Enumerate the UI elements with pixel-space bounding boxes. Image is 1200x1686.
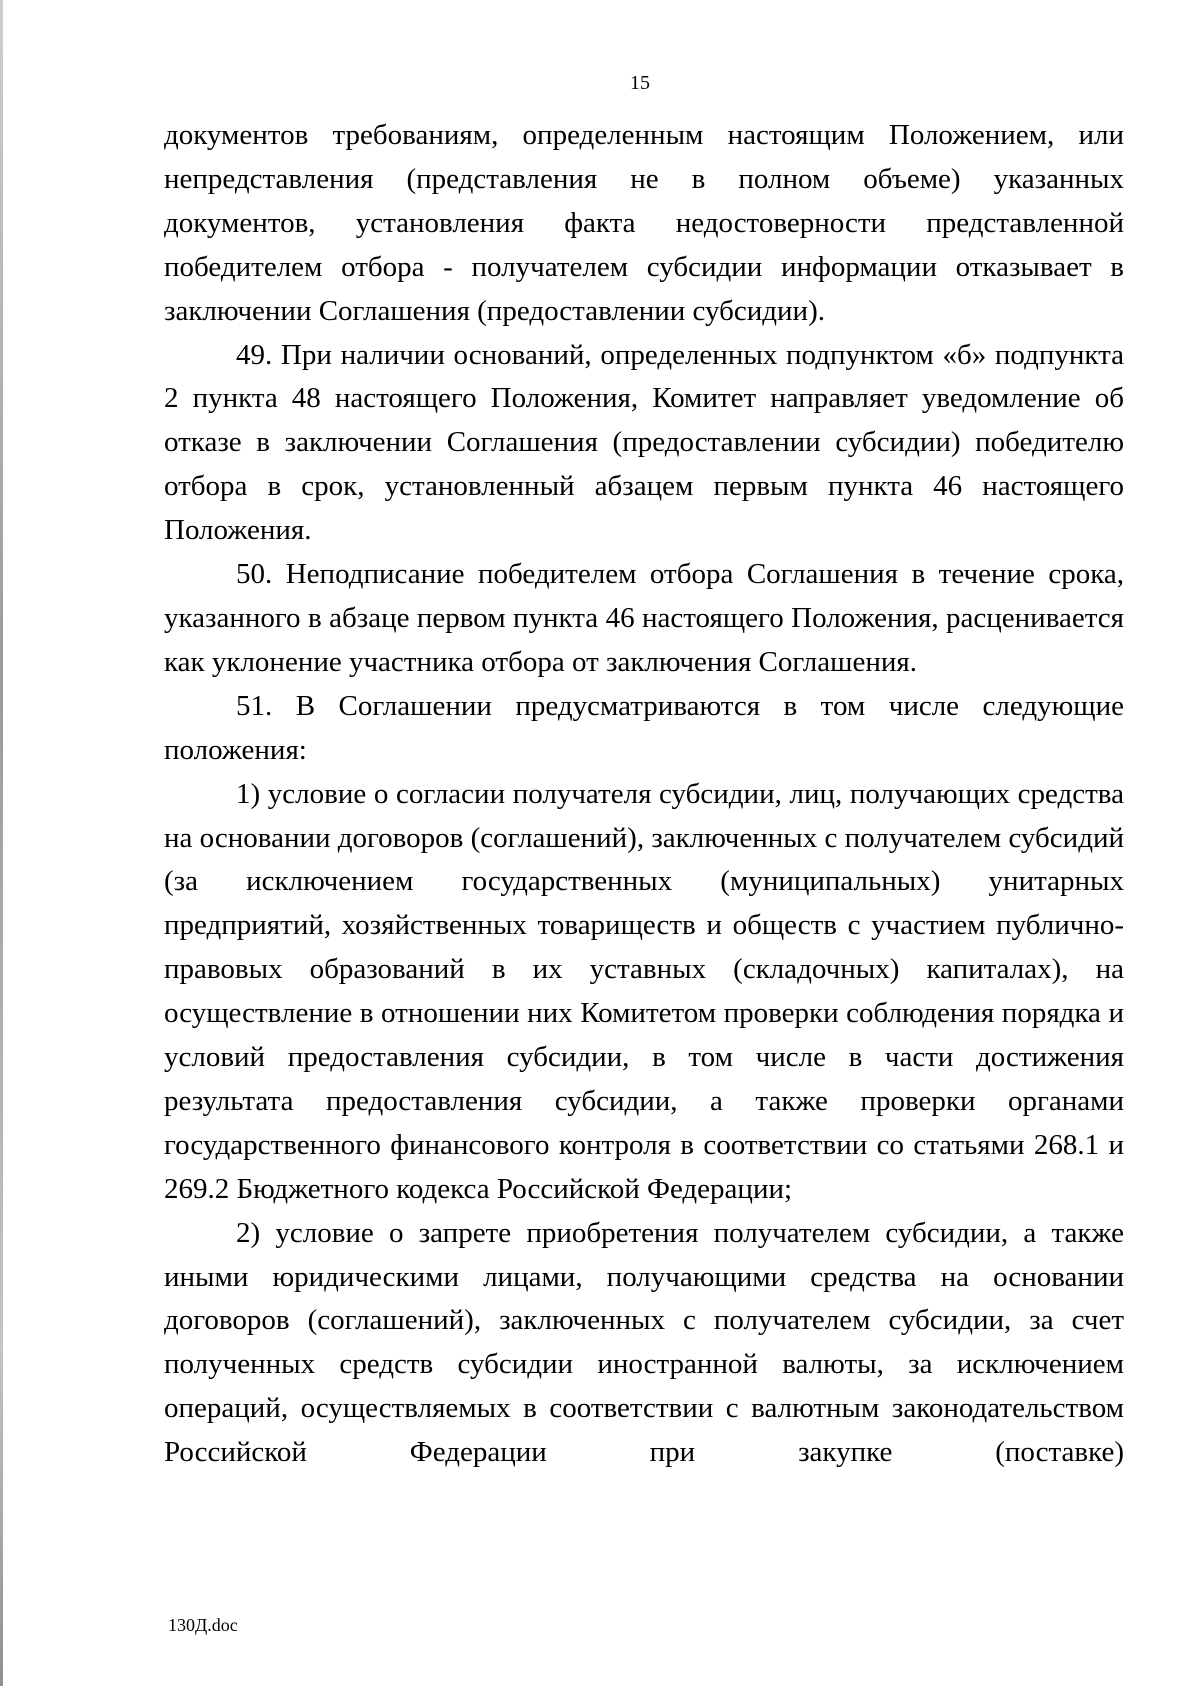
paragraph-50: 50. Неподписание победителем отбора Соглашения в течение срока, указанного в абзаце первом пункта 46 настоящего Положения, расценивается как уклонение участника отбора от заключения Соглашения.	[164, 558, 1124, 678]
footer-filename: 130Д.doc	[168, 1615, 238, 1635]
document-body	[164, 114, 1124, 1475]
page-number: 15	[630, 72, 650, 94]
list-item-1: 1) условие о согласии получателя субсидии, лиц, получающих средства на основании договоров (соглашений), заключенных с получателем субсидий (за исключением государственных (муниципальных) унитарных предприятий, хозяйственных товариществ и обществ с участием публично-правовых образований в их уставных (складочных) капиталах), на осуществление в отношении них Комитетом проверки соблюдения порядка и условий предоставления субсидии, в том числе в части достижения результата предоставления субсидии, а также проверки органами государственного финансового контроля в соответствии со статьями 268.1 и 269.2 Бюджетного кодекса Российской Федерации;	[164, 777, 1124, 1205]
paragraph-51: 51. В Соглашении предусматриваются в том числе следующие положения:	[164, 689, 1124, 766]
paragraph-49: 49. При наличии оснований, определенных подпунктом «б» подпункта 2 пункта 48 настоящего Положения, Комитет направляет уведомление об отказе в заключении Соглашения (предоставлении субсидии) победителю отбора в срок, установленный абзацем первым пункта 46 настоящего Положения.	[164, 338, 1124, 547]
paragraph-continuation: документов требованиям, определенным настоящим Положением, или непредставления (представления не в полном объеме) указанных документов, установления факта недостоверности представленной победителем отбора - получателем субсидии информации отказывает в заключении Соглашения (предоставлении субсидии).	[164, 119, 1124, 327]
list-item-2: 2) условие о запрете приобретения получателем субсидии, а также иными юридическими лицами, получающими средства на основании договоров (соглашений), заключенных с получателем субсидии, за счет полученных средств субсидии иностранной валюты, за исключением операций, осуществляемых в соответствии с валютным законодательством Российской Федерации при закупке (поставке)	[164, 1216, 1124, 1469]
scan-edge	[0, 0, 3, 1686]
